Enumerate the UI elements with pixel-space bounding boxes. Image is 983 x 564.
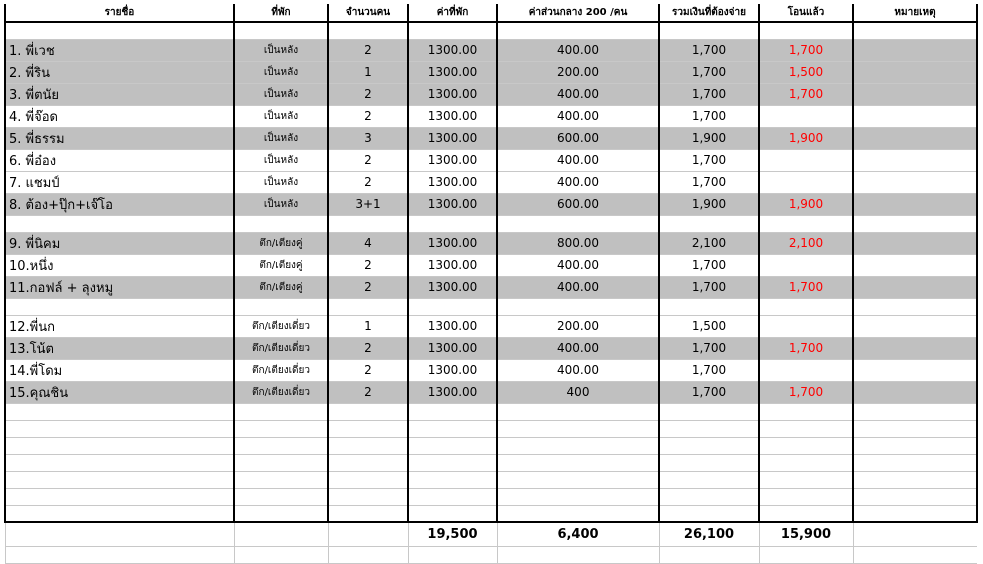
cell-room-cost[interactable] [408,471,497,488]
cell-total-due[interactable]: 1,700 [659,149,759,171]
cell-place[interactable] [234,22,328,39]
cell-paid[interactable] [759,315,853,337]
cell-place[interactable]: ตึก/เตียงเดี่ยว [234,337,328,359]
cell-count[interactable]: 2 [328,149,408,171]
cell-note[interactable] [853,232,977,254]
cell-room-cost[interactable] [408,488,497,505]
cell-count[interactable] [328,298,408,315]
cell-room-cost[interactable]: 1300.00 [408,149,497,171]
cell-paid[interactable]: 1,700 [759,276,853,298]
header-paid[interactable]: โอนแล้ว [759,4,853,22]
cell-common-fee[interactable]: 600.00 [497,127,659,149]
cell-note[interactable] [853,381,977,403]
header-name[interactable]: รายชื่อ [5,4,234,22]
total-room[interactable]: 19,500 [408,522,497,546]
cell-name[interactable]: 3. พี่ตนัย [5,83,234,105]
cell-note[interactable] [853,488,977,505]
cell-common-fee[interactable] [497,505,659,522]
cell-paid[interactable]: 1,700 [759,83,853,105]
cell-count[interactable]: 2 [328,337,408,359]
cell-paid[interactable] [759,215,853,232]
cell-name[interactable] [5,471,234,488]
cell-paid[interactable] [759,437,853,454]
cell-name[interactable]: 7. แชมป์ [5,171,234,193]
table-row [5,215,977,232]
cell-total-due[interactable] [659,403,759,420]
cell-room-cost[interactable]: 1300.00 [408,359,497,381]
cell-place[interactable]: ตึก/เตียงเดี่ยว [234,359,328,381]
cell-note[interactable] [853,105,977,127]
table-row [5,193,977,215]
header-room-cost[interactable]: ค่าที่พัก [408,4,497,22]
cell-place[interactable]: เป็นหลัง [234,105,328,127]
cell-room-cost[interactable]: 1300.00 [408,193,497,215]
table-row [5,83,977,105]
cell-room-cost[interactable]: 1300.00 [408,254,497,276]
table-row [5,22,977,39]
cell-count[interactable] [328,454,408,471]
cell-common-fee[interactable]: 400.00 [497,337,659,359]
cell-place[interactable]: เป็นหลัง [234,149,328,171]
cell-total-due[interactable]: 1,500 [659,315,759,337]
cell-place[interactable] [234,403,328,420]
cell-count[interactable]: 2 [328,83,408,105]
cell-common-fee[interactable]: 200.00 [497,315,659,337]
cell-common-fee[interactable]: 800.00 [497,232,659,254]
cell-note[interactable] [853,403,977,420]
payment-table [4,4,978,564]
header-total-due[interactable]: รวมเงินที่ต้องจ่าย [659,4,759,22]
cell-common-fee[interactable]: 400.00 [497,171,659,193]
empty-cell[interactable] [853,546,977,563]
cell-total-due[interactable]: 1,900 [659,127,759,149]
cell-paid[interactable] [759,298,853,315]
cell-paid[interactable]: 1,900 [759,127,853,149]
cell-note[interactable] [853,215,977,232]
total-common[interactable]: 6,400 [497,522,659,546]
cell-total-due[interactable]: 1,700 [659,359,759,381]
empty-row [5,546,977,563]
cell-paid[interactable]: 1,700 [759,381,853,403]
total-empty-cell[interactable] [234,522,328,546]
totals-row [5,522,977,546]
cell-place[interactable]: ตึก/เตียงคู่ [234,276,328,298]
cell-paid[interactable] [759,403,853,420]
cell-common-fee[interactable]: 400.00 [497,39,659,61]
total-paid[interactable]: 15,900 [759,522,853,546]
table-row [5,505,977,522]
cell-count[interactable]: 2 [328,359,408,381]
cell-note[interactable] [853,22,977,39]
cell-count[interactable] [328,215,408,232]
cell-common-fee[interactable] [497,420,659,437]
cell-common-fee[interactable]: 400.00 [497,105,659,127]
table-row [5,254,977,276]
cell-name[interactable] [5,454,234,471]
header-place[interactable]: ที่พัก [234,4,328,22]
cell-room-cost[interactable] [408,454,497,471]
cell-total-due[interactable]: 2,100 [659,232,759,254]
empty-cell[interactable] [234,546,328,563]
cell-count[interactable]: 3 [328,127,408,149]
cell-room-cost[interactable]: 1300.00 [408,39,497,61]
cell-count[interactable]: 3+1 [328,193,408,215]
cell-room-cost[interactable]: 1300.00 [408,276,497,298]
empty-cell[interactable] [659,546,759,563]
cell-name[interactable]: 1. พี่เวช [5,39,234,61]
cell-name[interactable] [5,505,234,522]
cell-count[interactable]: 2 [328,276,408,298]
cell-note[interactable] [853,61,977,83]
table-row [5,61,977,83]
cell-total-due[interactable]: 1,700 [659,337,759,359]
cell-name[interactable] [5,22,234,39]
cell-total-due[interactable]: 1,700 [659,171,759,193]
cell-place[interactable]: ตึก/เตียงเดี่ยว [234,381,328,403]
cell-count[interactable]: 2 [328,39,408,61]
table-row [5,171,977,193]
cell-total-due[interactable] [659,420,759,437]
total-empty-cell[interactable] [853,522,977,546]
cell-common-fee[interactable] [497,488,659,505]
cell-note[interactable] [853,454,977,471]
cell-paid[interactable]: 1,700 [759,39,853,61]
header-common-fee[interactable]: ค่าส่วนกลาง 200 /คน [497,4,659,22]
cell-paid[interactable] [759,171,853,193]
cell-name[interactable]: 5. พี่ธรรม [5,127,234,149]
cell-name[interactable]: 14.พี่โดม [5,359,234,381]
cell-common-fee[interactable]: 400.00 [497,359,659,381]
cell-total-due[interactable] [659,471,759,488]
cell-place[interactable]: เป็นหลัง [234,83,328,105]
cell-place[interactable] [234,298,328,315]
cell-room-cost[interactable]: 1300.00 [408,381,497,403]
cell-room-cost[interactable]: 1300.00 [408,105,497,127]
cell-paid[interactable] [759,471,853,488]
cell-paid[interactable] [759,420,853,437]
cell-total-due[interactable]: 1,900 [659,193,759,215]
cell-room-cost[interactable] [408,505,497,522]
cell-note[interactable] [853,359,977,381]
cell-total-due[interactable] [659,488,759,505]
cell-total-due[interactable] [659,298,759,315]
header-count[interactable]: จำนวนคน [328,4,408,22]
cell-note[interactable] [853,83,977,105]
cell-note[interactable] [853,505,977,522]
cell-count[interactable] [328,437,408,454]
cell-count[interactable] [328,505,408,522]
cell-place[interactable] [234,505,328,522]
header-note[interactable]: หมายเหตุ [853,4,977,22]
cell-count[interactable] [328,420,408,437]
cell-name[interactable]: 13.โน้ต [5,337,234,359]
cell-total-due[interactable]: 1,700 [659,61,759,83]
table-row [5,298,977,315]
table-row [5,381,977,403]
cell-room-cost[interactable]: 1300.00 [408,61,497,83]
cell-room-cost[interactable] [408,215,497,232]
cell-note[interactable] [853,127,977,149]
cell-total-due[interactable] [659,215,759,232]
cell-note[interactable] [853,149,977,171]
cell-common-fee[interactable]: 400.00 [497,83,659,105]
cell-name[interactable] [5,215,234,232]
total-empty-cell[interactable] [5,522,234,546]
cell-place[interactable] [234,454,328,471]
cell-total-due[interactable] [659,454,759,471]
table-row [5,471,977,488]
cell-name[interactable]: 10.หนึ่ง [5,254,234,276]
cell-room-cost[interactable] [408,298,497,315]
cell-room-cost[interactable] [408,437,497,454]
cell-paid[interactable] [759,454,853,471]
cell-paid[interactable] [759,22,853,39]
cell-total-due[interactable]: 1,700 [659,254,759,276]
cell-paid[interactable] [759,488,853,505]
table-row [5,232,977,254]
cell-count[interactable]: 2 [328,254,408,276]
cell-common-fee[interactable] [497,437,659,454]
cell-note[interactable] [853,420,977,437]
cell-room-cost[interactable] [408,420,497,437]
cell-place[interactable]: เป็นหลัง [234,127,328,149]
cell-common-fee[interactable]: 200.00 [497,61,659,83]
total-empty-cell[interactable] [328,522,408,546]
cell-room-cost[interactable]: 1300.00 [408,127,497,149]
table-row [5,454,977,471]
cell-common-fee[interactable] [497,403,659,420]
cell-paid[interactable] [759,505,853,522]
empty-cell[interactable] [408,546,497,563]
cell-common-fee[interactable] [497,215,659,232]
cell-common-fee[interactable] [497,298,659,315]
cell-room-cost[interactable]: 1300.00 [408,83,497,105]
cell-name[interactable]: 11.กอฟล์ + ลุงหมู [5,276,234,298]
table-row [5,315,977,337]
header-row [5,4,977,22]
cell-total-due[interactable]: 1,700 [659,83,759,105]
total-total[interactable]: 26,100 [659,522,759,546]
table-row [5,276,977,298]
cell-count[interactable]: 2 [328,171,408,193]
cell-count[interactable]: 1 [328,315,408,337]
cell-name[interactable] [5,403,234,420]
cell-total-due[interactable] [659,505,759,522]
empty-cell[interactable] [328,546,408,563]
cell-place[interactable] [234,488,328,505]
table-row [5,403,977,420]
cell-room-cost[interactable]: 1300.00 [408,232,497,254]
cell-paid[interactable]: 2,100 [759,232,853,254]
cell-count[interactable]: 2 [328,105,408,127]
table-row [5,39,977,61]
cell-total-due[interactable]: 1,700 [659,105,759,127]
cell-note[interactable] [853,254,977,276]
cell-common-fee[interactable]: 400.00 [497,254,659,276]
cell-name[interactable] [5,437,234,454]
cell-name[interactable]: 2. พี่ริน [5,61,234,83]
cell-common-fee[interactable]: 400.00 [497,276,659,298]
cell-paid[interactable] [759,149,853,171]
cell-place[interactable] [234,420,328,437]
cell-note[interactable] [853,276,977,298]
table-row [5,359,977,381]
empty-cell[interactable] [759,546,853,563]
cell-name[interactable]: 9. พี่นิคม [5,232,234,254]
cell-count[interactable] [328,403,408,420]
table-row [5,105,977,127]
cell-total-due[interactable]: 1,700 [659,276,759,298]
cell-total-due[interactable] [659,22,759,39]
cell-place[interactable]: เป็นหลัง [234,39,328,61]
cell-name[interactable]: 12.พี่นก [5,315,234,337]
table-row [5,437,977,454]
cell-place[interactable]: เป็นหลัง [234,171,328,193]
cell-note[interactable] [853,337,977,359]
cell-common-fee[interactable] [497,454,659,471]
cell-paid[interactable] [759,254,853,276]
cell-place[interactable]: ตึก/เตียงคู่ [234,254,328,276]
table-row [5,149,977,171]
cell-room-cost[interactable]: 1300.00 [408,171,497,193]
cell-room-cost[interactable] [408,403,497,420]
cell-count[interactable]: 2 [328,381,408,403]
cell-paid[interactable] [759,105,853,127]
cell-paid[interactable]: 1,700 [759,337,853,359]
cell-place[interactable] [234,471,328,488]
cell-name[interactable] [5,420,234,437]
cell-place[interactable]: เป็นหลัง [234,61,328,83]
table-row [5,488,977,505]
cell-common-fee[interactable] [497,22,659,39]
cell-place[interactable]: ตึก/เตียงคู่ [234,232,328,254]
cell-count[interactable]: 4 [328,232,408,254]
cell-common-fee[interactable]: 600.00 [497,193,659,215]
cell-common-fee[interactable]: 400 [497,381,659,403]
table-row [5,420,977,437]
cell-total-due[interactable] [659,437,759,454]
table-row [5,337,977,359]
empty-cell[interactable] [497,546,659,563]
cell-note[interactable] [853,171,977,193]
cell-count[interactable] [328,471,408,488]
cell-note[interactable] [853,471,977,488]
cell-room-cost[interactable]: 1300.00 [408,337,497,359]
cell-paid[interactable]: 1,900 [759,193,853,215]
cell-paid[interactable]: 1,500 [759,61,853,83]
cell-count[interactable] [328,488,408,505]
empty-cell[interactable] [5,546,234,563]
cell-place[interactable] [234,437,328,454]
cell-note[interactable] [853,315,977,337]
cell-total-due[interactable]: 1,700 [659,39,759,61]
cell-place[interactable]: เป็นหลัง [234,193,328,215]
cell-name[interactable]: 6. พี่อ๋อง [5,149,234,171]
cell-count[interactable] [328,22,408,39]
cell-common-fee[interactable]: 400.00 [497,149,659,171]
cell-paid[interactable] [759,359,853,381]
cell-count[interactable]: 1 [328,61,408,83]
cell-name[interactable]: 15.คุณชิน [5,381,234,403]
cell-note[interactable] [853,193,977,215]
cell-name[interactable]: 8. ต้อง+ปุ๊ก+เจ๊โอ [5,193,234,215]
cell-common-fee[interactable] [497,471,659,488]
cell-place[interactable] [234,215,328,232]
cell-room-cost[interactable]: 1300.00 [408,315,497,337]
cell-name[interactable]: 4. พี่จ๊อด [5,105,234,127]
cell-note[interactable] [853,39,977,61]
cell-total-due[interactable]: 1,700 [659,381,759,403]
cell-name[interactable] [5,298,234,315]
cell-place[interactable]: ตึก/เตียงเดี่ยว [234,315,328,337]
table-row [5,127,977,149]
cell-name[interactable] [5,488,234,505]
cell-note[interactable] [853,298,977,315]
cell-room-cost[interactable] [408,22,497,39]
cell-note[interactable] [853,437,977,454]
